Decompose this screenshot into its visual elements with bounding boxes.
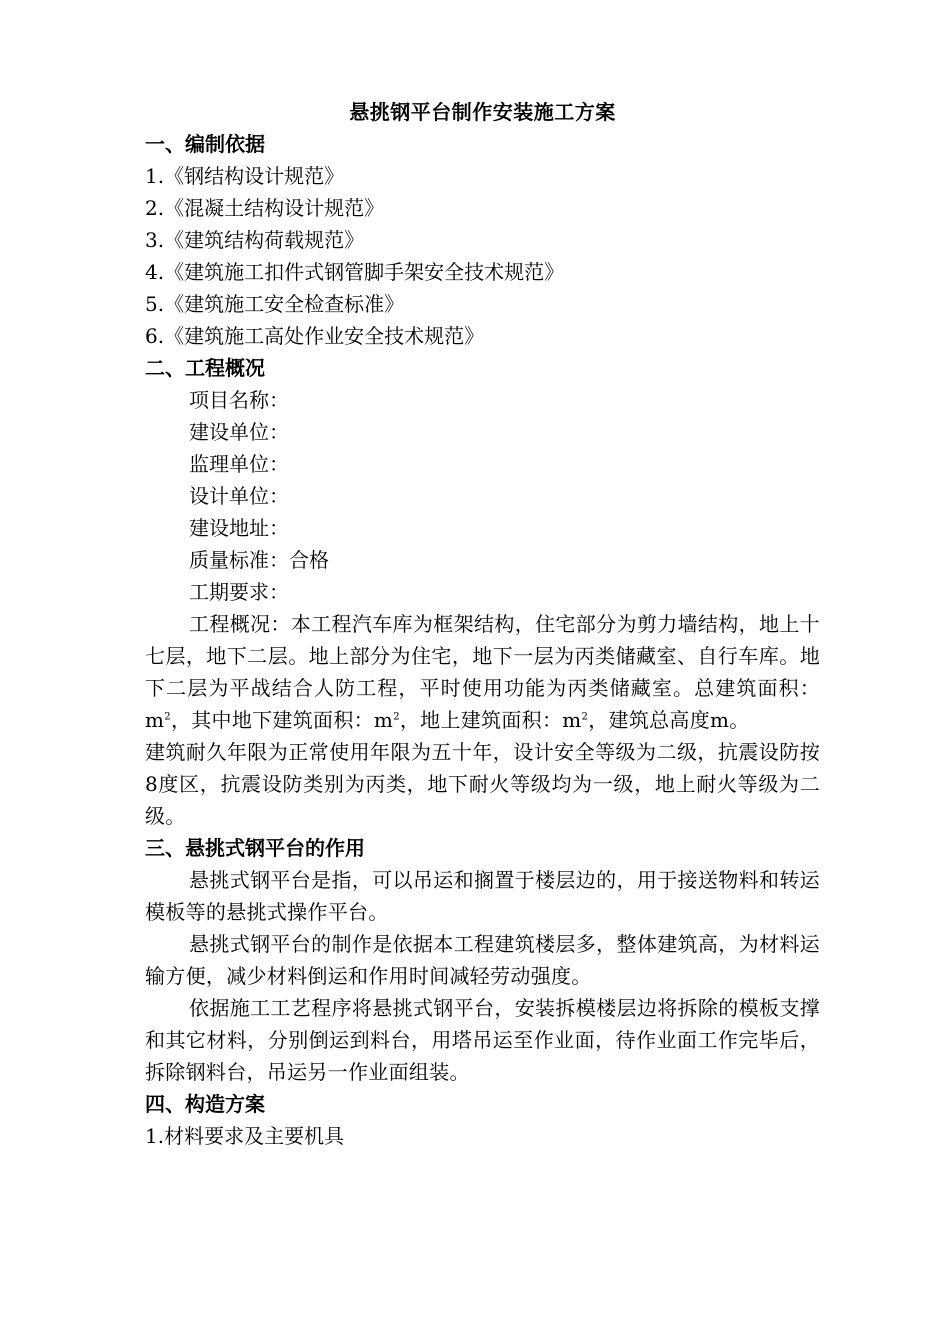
section-heading-function: 三、悬挑式钢平台的作用 bbox=[145, 836, 365, 860]
basis-item: 2.《混凝土结构设计规范》 bbox=[145, 196, 385, 220]
section-heading-overview: 二、工程概况 bbox=[145, 356, 265, 380]
overview-text: ，其中地下建筑面积：m bbox=[170, 708, 394, 732]
function-paragraph: 悬挑式钢平台的制作是依据本工程建筑楼层多，整体建筑高，为材料运输方便，减少材料倒运和作用时间减轻劳动强度。 bbox=[145, 932, 820, 988]
function-paragraph: 悬挑式钢平台是指，可以吊运和搁置于楼层边的，用于接送物料和转运模板等的悬挑式操作平台。 bbox=[145, 868, 820, 924]
basis-item: 3.《建筑结构荷载规范》 bbox=[145, 228, 365, 252]
owner-field: 建设单位： bbox=[189, 420, 289, 444]
overview-text: ，地上建筑面积：m bbox=[399, 708, 582, 732]
schedule-field: 工期要求： bbox=[189, 580, 289, 604]
overview-text: ，建筑总高度m。 bbox=[588, 708, 750, 732]
area-unit-superscript: 2 bbox=[164, 711, 171, 723]
area-unit-superscript: 2 bbox=[393, 711, 400, 723]
overview-paragraph bbox=[145, 608, 820, 736]
quality-field: 质量标准：合格 bbox=[189, 548, 329, 572]
designer-field: 设计单位： bbox=[189, 484, 289, 508]
basis-item: 5.《建筑施工安全检查标准》 bbox=[145, 292, 405, 316]
basis-item: 4.《建筑施工扣件式钢管脚手架安全技术规范》 bbox=[145, 260, 565, 284]
project-name-field: 项目名称： bbox=[189, 388, 289, 412]
area-unit-superscript: 2 bbox=[581, 711, 589, 723]
function-paragraph: 依据施工工艺程序将悬挑式钢平台，安装拆模楼层边将拆除的模板支撑和其它材料，分别倒运到料台，用塔吊运至作业面，待作业面工作完毕后，拆除钢料台，吊运另一作业面组装。 bbox=[145, 996, 820, 1084]
basis-item: 1.《钢结构设计规范》 bbox=[145, 164, 345, 188]
document-page bbox=[145, 96, 820, 1152]
address-field: 建设地址： bbox=[189, 516, 289, 540]
section-heading-basis: 一、编制依据 bbox=[145, 132, 265, 156]
document-title: 悬挑钢平台制作安装施工方案 bbox=[349, 100, 616, 124]
supervisor-field: 监理单位： bbox=[189, 452, 289, 476]
basis-item: 6.《建筑施工高处作业安全技术规范》 bbox=[145, 324, 485, 348]
durability-paragraph: 建筑耐久年限为正常使用年限为五十年，设计安全等级为二级，抗震设防按8度区，抗震设防类别为丙类，地下耐火等级均为一级，地上耐火等级为二级。 bbox=[145, 740, 820, 828]
construction-item: 1.材料要求及主要机具 bbox=[145, 1124, 345, 1148]
section-heading-construction: 四、构造方案 bbox=[145, 1092, 265, 1116]
overview-text: 工程概况：本工程汽车库为框架结构，住宅部分为剪力墙结构，地上十七层，地下二层。地上部分为住宅，地下一层为丙类储藏室、自行车库。地下二层为平战结合人防工程，平时使用功能为丙类储藏室。总建筑面积：m bbox=[145, 612, 820, 732]
